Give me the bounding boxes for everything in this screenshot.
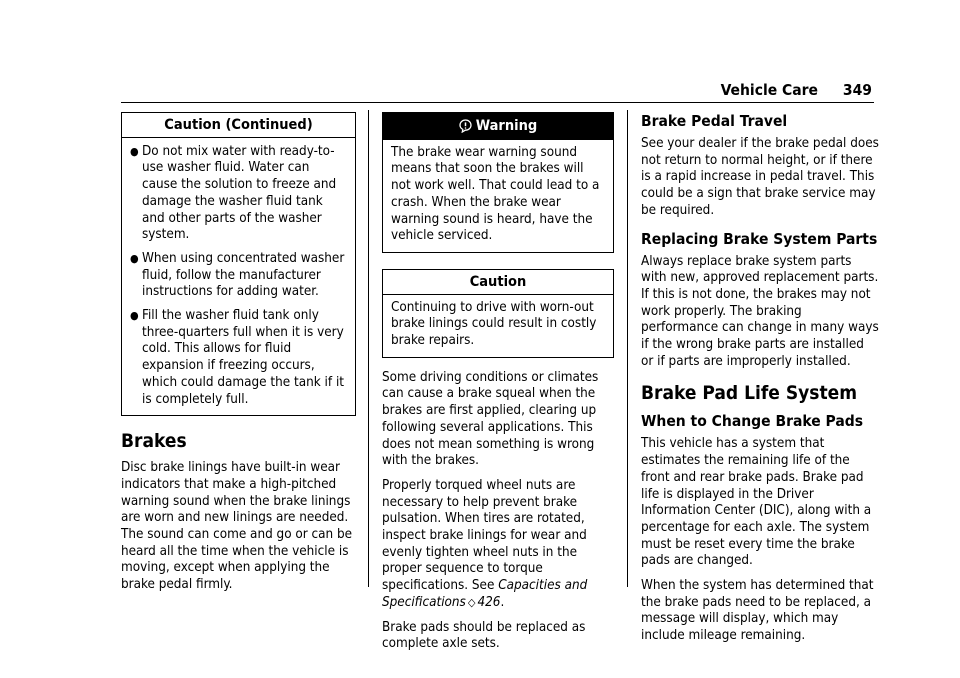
caution-bullet: ● Do not mix water with ready-to-use washer fluid. Water can cause the solution to freeze and damage the washer fluid tank and other parts of the washer system.: [130, 143, 337, 243]
bullet-icon: ●: [130, 144, 139, 158]
caution-continued-title: Caution (Continued): [122, 113, 355, 138]
caution-text: Continuing to drive with worn-out brake linings could result in costly brake repairs.: [391, 299, 597, 349]
when-to-change-heading: When to Change Brake Pads: [641, 412, 864, 431]
reference-page[interactable]: 426: [477, 594, 501, 610]
column-2: [382, 112, 614, 661]
replacing-parts-heading: Replacing Brake System Parts: [641, 229, 878, 248]
section-title: Vehicle Care: [720, 81, 819, 99]
capacities-link[interactable]: Capacities and Specifications: [382, 578, 588, 610]
caution-bullet: ● When using concentrated washer fluid, follow the manufacturer instructions for adding water.: [130, 250, 345, 300]
wheel-nuts-paragraph: Properly torqued wheel nuts are necessary to help prevent brake pulsation. When tires are rotated, inspect brake linings for wear and evenly tighten wheel nuts in the proper sequence to torque specifications. See Capacities and Specifications ◇ 426.: [382, 477, 588, 610]
caution-title: Caution: [383, 270, 613, 295]
bullet-icon: ●: [130, 251, 139, 265]
column-3: [641, 112, 879, 653]
warning-text: The brake wear warning sound means that soon the brakes will not work well. That could lead to a crash. When the brake wear warning sound is heard, have the vehicle serviced.: [391, 144, 600, 244]
warning-title: Warning: [383, 113, 613, 140]
squeal-paragraph: Some driving conditions or climates can cause a brake squeal when the brakes are first applied, clearing up following several applications. This does not mean something is wrong with the brakes.: [382, 369, 599, 469]
axle-sets-paragraph: Brake pads should be replaced as complete axle sets.: [382, 619, 586, 652]
brake-pedal-travel-heading: Brake Pedal Travel: [641, 112, 788, 130]
warning-icon: [459, 119, 472, 133]
when-to-change-paragraph-2: When the system has determined that the brake pads need to be replaced, a message will display, which may include mileage remaining.: [641, 578, 874, 644]
brake-pad-life-heading: Brake Pad Life System: [641, 382, 858, 405]
column-divider-2: [627, 110, 628, 587]
brake-pedal-travel-paragraph: See your dealer if the brake pedal does not return to normal height, or if there is a rapid increase in pedal travel. This could be a sign that brake service may be required.: [641, 136, 879, 218]
brakes-paragraph: Disc brake linings have built-in wear indicators that make a high-pitched warning sound when the brake linings are worn and new linings are needed. The sound can come and go or can be heard all the time when the vehicle is moving, except when applying the brake pedal firmly.: [121, 460, 353, 593]
caution-continued-box: [121, 112, 356, 416]
when-to-change-paragraph-1: This vehicle has a system that estimates the remaining life of the front and rear brake pads. Brake pad life is displayed in the Driver Information Center (DIC), along with a percentage for each axle. The system must be reset every time the brake pads are changed.: [641, 436, 872, 569]
brakes-heading: Brakes: [121, 430, 187, 453]
caution-box: [382, 269, 614, 358]
bullet-icon: ●: [130, 309, 139, 323]
caution-bullet: ● Fill the washer fluid tank only three-quarters full when it is very cold. This allows for fluid expansion if freezing occurs, which could damage the tank if it is completely full.: [130, 308, 345, 407]
page-number: 349: [842, 81, 872, 99]
column-divider-1: [368, 110, 369, 587]
replacing-parts-paragraph: Always replace brake system parts with new, approved replacement parts. If this is not done, the brakes may not work properly. The braking performance can change in many ways if the wrong brake parts are installed or if parts are improperly installed.: [641, 253, 879, 369]
running-head: [721, 81, 872, 99]
warning-box: [382, 112, 614, 253]
header-rule: [121, 102, 874, 103]
page-reference-icon: ◇: [467, 595, 476, 609]
column-1: [121, 112, 356, 602]
